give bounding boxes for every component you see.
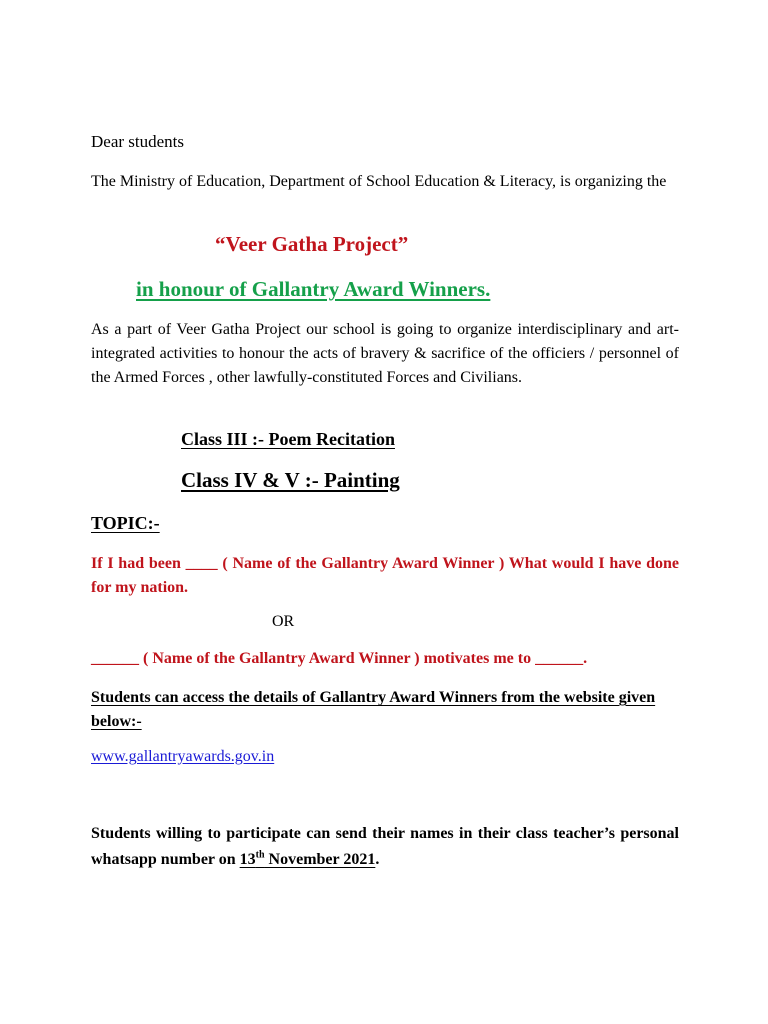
class-iv-v-activity: Class IV & V :- Painting (181, 468, 400, 492)
topic-option-1: If I had been ____ ( Name of the Gallantry Award Winner ) What would I have done for my nation. (91, 555, 679, 596)
project-title: “Veer Gatha Project” (215, 232, 409, 256)
project-subtitle: in honour of Gallantry Award Winners. (136, 277, 491, 301)
deadline-day-suffix: th (255, 849, 265, 861)
deadline-month-year: November 2021 (264, 851, 376, 868)
website-link[interactable]: www.gallantryawards.gov.in (91, 748, 275, 765)
deadline-date (240, 851, 376, 868)
participation-text: Students willing to participate can send their names in their class teacher’s personal whatsapp number on (91, 825, 679, 868)
participation-note (91, 821, 679, 873)
or-separator: OR (272, 613, 295, 630)
access-note: Students can access the details of Gallantry Award Winners from the website given below:- (91, 689, 656, 730)
topic-option-2: ______ ( Name of the Gallantry Award Winner ) motivates me to ______. (91, 650, 588, 667)
topic-heading: TOPIC:- (91, 513, 160, 533)
participation-end: . (375, 851, 380, 868)
deadline-day: 13 (239, 851, 256, 868)
description-paragraph: As a part of Veer Gatha Project our school is going to organize interdisciplinary and art- integrated activities to honour the acts of bravery & sacrifice of the officiers / personnel of the Armed Forces , other lawfully-constituted Forces and Civilians. (91, 321, 679, 386)
intro-paragraph: The Ministry of Education, Department of School Education & Literacy, is organizing the (91, 173, 667, 190)
class-iii-activity: Class III :- Poem Recitation (181, 429, 395, 449)
greeting: Dear students (91, 132, 185, 151)
